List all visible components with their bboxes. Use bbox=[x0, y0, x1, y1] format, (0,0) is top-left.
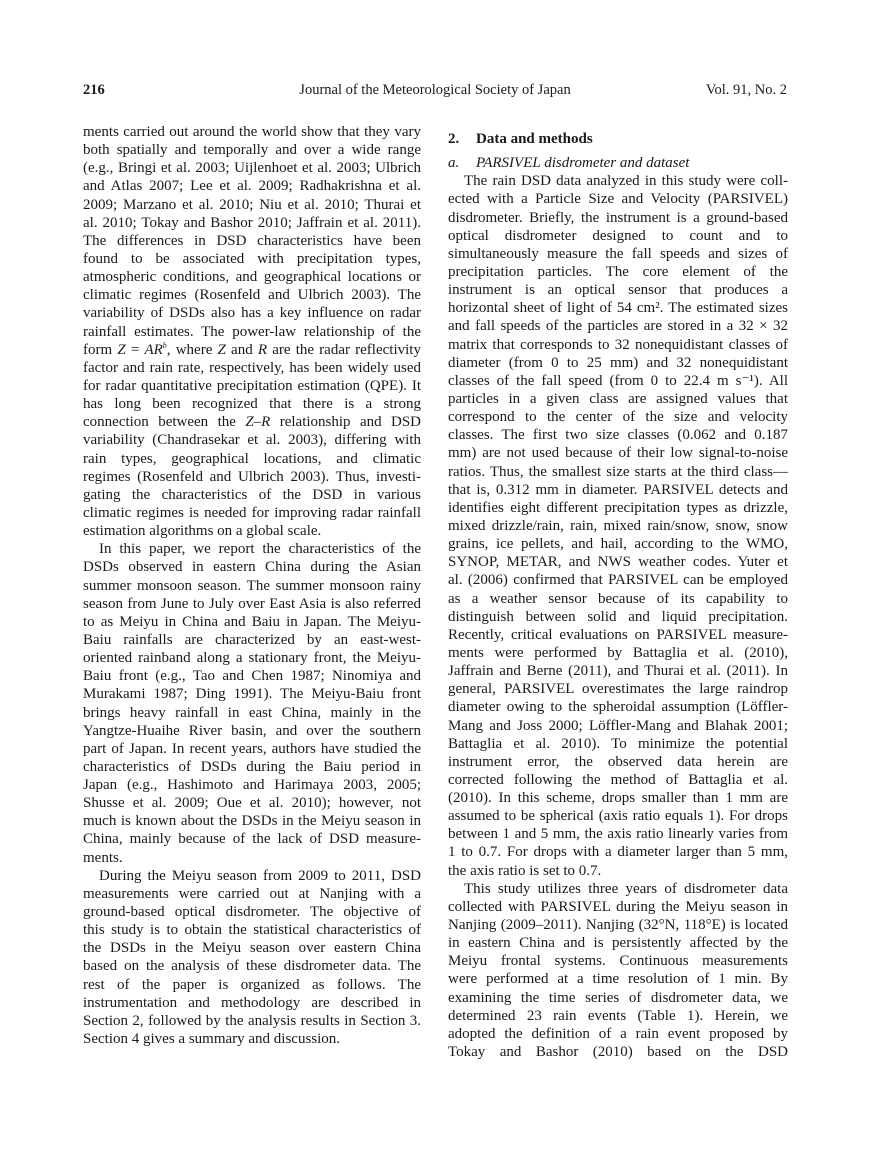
text-line: and fall speeds of the particles are stored in a 32 × 32 bbox=[448, 318, 788, 335]
text-line: has long been recognized that there is a strong bbox=[83, 396, 421, 413]
text-line: general, PARSIVEL overestimates the large raindrop bbox=[448, 681, 788, 698]
text-line-zr: connection between the Z–R relationship and DSD bbox=[83, 414, 422, 431]
text-line: (e.g., Bringi et al. 2003; Uijlenhoet et al. 2003; Ulbrich bbox=[83, 160, 421, 177]
text-line: ratios. Thus, the smallest size starts at the third class— bbox=[448, 463, 788, 480]
running-header bbox=[83, 82, 787, 102]
text-line: ments. bbox=[83, 849, 123, 866]
section-heading bbox=[448, 130, 788, 148]
text-line: brings heavy rainfall in east China, mainly in the bbox=[83, 704, 421, 721]
text-line: Shusse et al. 2009; Oue et al. 2010); however, not bbox=[83, 795, 421, 812]
text-line: 1 to 0.7. For drops with a diameter larger than 5 mm, bbox=[448, 844, 788, 861]
text-line: much is known about the DSDs in the Meiyu season in bbox=[83, 813, 421, 830]
text-line: horizontal sheet of light of 54 cm². The estimated sizes bbox=[448, 300, 788, 317]
text-line: based on the analysis of these disdrometer data. The bbox=[83, 958, 421, 975]
text-line-equation: form $Z = AR^b$, where Z and R are the radar reflectivity bbox=[83, 340, 421, 358]
text-line: optical disdrometer designed to count and to bbox=[448, 227, 788, 244]
text-line: matrix that corresponds to 32 nonequidistant classes of bbox=[448, 336, 788, 353]
text-line: examining the time series of disdrometer data, we bbox=[448, 989, 788, 1006]
text-line: rest of the paper is organized as follows. The bbox=[83, 976, 421, 993]
text-line: 2009; Marzano et al. 2010; Niu et al. 2010; Thurai et bbox=[83, 196, 421, 213]
text-line: Section 2, followed by the analysis results in Section 3. bbox=[83, 1012, 421, 1029]
text-line: were performed at a time resolution of 1 min. By bbox=[448, 971, 788, 988]
text-line: Nanjing (2009–2011). Nanjing (32°N, 118°E) is located bbox=[448, 917, 788, 934]
text-line: The differences in DSD characteristics have been bbox=[83, 232, 421, 249]
text-line: Yangtze-Huaihe River basin, and over the southern bbox=[83, 722, 421, 739]
journal-title: Journal of the Meteorological Society of Japan bbox=[299, 82, 571, 98]
text-line: corrected following the method of Battaglia et al. bbox=[448, 771, 788, 788]
text-line: al. (2006) confirmed that PARSIVEL can be employed bbox=[448, 572, 788, 589]
text-line: diameter owing to the spheroidal assumption (Löffler- bbox=[448, 699, 788, 716]
text-line: ments were performed by Battaglia et al. (2010), bbox=[448, 644, 788, 661]
text-line: estimation algorithms on a global scale. bbox=[83, 523, 322, 540]
text-line: the DSDs in the Meiyu season over eastern China bbox=[83, 940, 421, 957]
text-line: Recently, critical evaluations on PARSIVEL measure- bbox=[448, 626, 788, 643]
text-line: Murakami 1987; Ding 1991). The Meiyu-Baiu front bbox=[83, 686, 421, 703]
text-line: variability of DSDs also has a key influence on radar bbox=[83, 305, 421, 322]
text-line: ments carried out around the world show that they vary bbox=[83, 124, 421, 140]
text-line: grains, ice pellets, and hail, according to the WMO, bbox=[448, 536, 788, 553]
text-line: season from June to July over East Asia is also referred bbox=[83, 595, 421, 612]
text-line: Baiu front (e.g., Tao and Chen 1987; Ninomiya and bbox=[83, 668, 421, 685]
text-line: rain types, geographical locations, and climatic bbox=[83, 450, 421, 467]
text-line: instrumentation and methodology are described in bbox=[83, 994, 421, 1011]
text-line: this study is to obtain the statistical characteristics of bbox=[83, 922, 421, 939]
text-line: Tokay and Bashor (2010) based on the DSD bbox=[448, 1044, 788, 1061]
text-line: SYNOP, METAR, and NWS weather codes. Yuter et bbox=[448, 554, 788, 571]
text-line: both spatially and temporally and over a wide range bbox=[83, 142, 421, 159]
text-line: Meiyu frontal systems. Continuous measurements bbox=[448, 953, 788, 970]
text-line: ground-based optical disdrometer. The objective of bbox=[83, 904, 421, 921]
text-line: Section 4 gives a summary and discussion. bbox=[83, 1031, 341, 1048]
text-line: distinguish between solid and liquid precipitation. bbox=[448, 608, 788, 625]
text-line: Japan (e.g., Hashimoto and Harimaya 2003, 2005; bbox=[83, 777, 421, 794]
text-line: between 1 and 5 mm, the axis ratio linearly varies from bbox=[448, 826, 788, 843]
text-line: simultaneously measure the fall speeds and sizes of bbox=[448, 245, 788, 262]
paragraph-start: This study utilizes three years of disdrometer data bbox=[464, 880, 788, 897]
text-line: rainfall estimates. The power-law relationship of the bbox=[83, 323, 421, 340]
text-line: measurements were carried out at Nanjing with a bbox=[83, 885, 421, 902]
text-line: factor and rain rate, respectively, has been widely used bbox=[83, 359, 421, 376]
text-line: that is, 0.312 mm in diameter. PARSIVEL detects and bbox=[448, 481, 788, 498]
paragraph-start: In this paper, we report the characteristics of the bbox=[99, 541, 421, 558]
text-line: particles in a given class are assigned values that bbox=[448, 390, 788, 407]
subsection-letter: a. bbox=[448, 155, 460, 172]
text-line: atmospheric conditions, and geographical locations or bbox=[83, 269, 421, 286]
text-line: instrument is an optical sensor that produces a bbox=[448, 282, 788, 299]
text-line: summer monsoon season. The summer monsoon rainy bbox=[83, 577, 421, 594]
text-line: Jaffrain and Berne (2011), and Thurai et al. (2011). In bbox=[448, 663, 788, 680]
text-line: Battaglia et al. 2010). To minimize the potential bbox=[448, 735, 788, 752]
section-title: Data and methods bbox=[476, 131, 593, 147]
text-line: identifies eight different precipitation types as drizzle, bbox=[448, 499, 788, 516]
text-line: Mang and Joss 2000; Löffler-Mang and Blahak 2001; bbox=[448, 717, 788, 734]
text-line: to as Meiyu in China and Baiu in Japan. The Meiyu- bbox=[83, 613, 421, 630]
text-line: correspond to the center of the size and velocity bbox=[448, 409, 788, 426]
text-line: DSDs observed in eastern China during the Asian bbox=[83, 559, 421, 576]
text-line: precipitation particles. The core element of the bbox=[448, 263, 788, 280]
right-column bbox=[448, 123, 788, 1061]
paragraph-start: The rain DSD data analyzed in this study were coll- bbox=[464, 173, 788, 190]
text-line: Baiu rainfalls are characterized by an east-west- bbox=[83, 631, 421, 648]
text-line: as a weather sensor because of its capability to bbox=[448, 590, 788, 607]
text-line: climatic regimes is needed for improving radar rainfall bbox=[83, 504, 421, 521]
text-line: gating the characteristics of the DSD in various bbox=[83, 486, 421, 503]
paragraph-start: During the Meiyu season from 2009 to 2011, DSD bbox=[99, 867, 421, 884]
text-line: climatic regimes (Rosenfeld and Ulbrich 2003). The bbox=[83, 287, 421, 304]
text-line: classes of the fall speed (from 0 to 22.4 m s⁻¹). All bbox=[448, 372, 788, 389]
subsection-title: PARSIVEL disdrometer and dataset bbox=[476, 155, 690, 172]
page-number: 216 bbox=[83, 82, 105, 98]
text-line: ected with a Particle Size and Velocity (PARSIVEL) bbox=[448, 191, 788, 208]
text-line: regimes (Rosenfeld and Ulbrich 2003). Thus, investi- bbox=[83, 468, 421, 485]
text-line: China, mainly because of the lack of DSD measure- bbox=[83, 831, 421, 848]
text-line: diameter (from 0 to 25 mm) and 32 nonequidistant bbox=[448, 354, 788, 371]
text-line: instrument error, the observed data herein are bbox=[448, 753, 788, 770]
text-line: mixed drizzle/rain, rain, mixed rain/snow, snow, snow bbox=[448, 517, 788, 534]
text-line: part of Japan. In recent years, authors have studied the bbox=[83, 740, 421, 757]
text-line: characteristics of DSDs during the Baiu period in bbox=[83, 758, 421, 775]
subsection-heading bbox=[448, 154, 788, 172]
text-line: and Atlas 2007; Lee et al. 2009; Radhakrishna et al. bbox=[83, 178, 421, 195]
text-line: classes. The first two size classes (0.062 and 0.187 bbox=[448, 427, 788, 444]
text-line: disdrometer. Briefly, the instrument is a ground-based bbox=[448, 209, 788, 226]
text-line: found to be associated with precipitation types, bbox=[83, 250, 421, 267]
text-line: in eastern China and is persistently affected by the bbox=[448, 935, 788, 952]
volume-issue: Vol. 91, No. 2 bbox=[705, 82, 787, 98]
text-line: for radar quantitative precipitation estimation (QPE). It bbox=[83, 377, 421, 394]
text-line: adopted the definition of a rain event proposed by bbox=[448, 1025, 788, 1042]
text-line: mm) are not used because of their low signal-to-noise bbox=[448, 445, 788, 462]
text-line: assumed to be spherical (axis ratio equals 1). For drops bbox=[448, 808, 788, 825]
text-line: variability (Chandrasekar et al. 2003), differing with bbox=[83, 432, 421, 449]
text-line: the axis ratio is set to 0.7. bbox=[448, 862, 602, 879]
text-line: collected with PARSIVEL during the Meiyu season in bbox=[448, 898, 788, 915]
section-number: 2. bbox=[448, 131, 460, 147]
text-line: (2010). In this scheme, drops smaller than 1 mm are bbox=[448, 790, 788, 807]
text-line: determined 23 rain events (Table 1). Herein, we bbox=[448, 1007, 788, 1024]
left-column bbox=[83, 123, 421, 1048]
text-line: al. 2010; Tokay and Bashor 2010; Jaffrain et al. 2011). bbox=[83, 214, 421, 231]
text-line: oriented rainband along a stationary front, the Meiyu- bbox=[83, 650, 421, 667]
